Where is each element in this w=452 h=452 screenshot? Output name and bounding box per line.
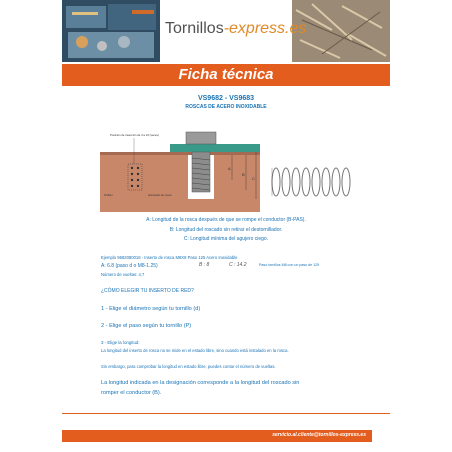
dim-c: C bbox=[252, 176, 255, 181]
coil-insert bbox=[272, 168, 350, 196]
label-top: Posición de inserción de 3 a 16 (veces) bbox=[110, 133, 159, 137]
footer-divider bbox=[62, 413, 390, 414]
dim-b: B bbox=[242, 172, 245, 177]
guide-step-2: 2 - Elige el paso según tu tornillo (P) bbox=[101, 323, 192, 329]
brand-accent: -express.es bbox=[223, 20, 307, 37]
guide-paragraph-3-cont: romper el conductor (B). bbox=[101, 390, 162, 396]
brand-logo bbox=[165, 20, 307, 42]
label-cut: Orificio bbox=[104, 193, 113, 197]
example-turns: Número de vueltas: 4,7 bbox=[101, 272, 145, 277]
label-remove: eliminado de rosca bbox=[148, 193, 172, 197]
guide-step-1: 1 - Elige el diámetro según tu tornillo (d) bbox=[101, 306, 201, 312]
wood-block bbox=[100, 152, 260, 212]
banner-title: Ficha técnica bbox=[178, 66, 274, 83]
product-subtitle: ROSCAS DE ACERO INOXIDABLE bbox=[185, 104, 267, 110]
insert-diagram bbox=[100, 124, 360, 214]
guide-step-3: 3 - Elige la longitud: bbox=[101, 340, 140, 345]
guide-question: ¿CÓMO ELEGIR TU INSERTO DE RED? bbox=[101, 288, 194, 294]
dim-a: A bbox=[228, 166, 231, 171]
example-b-value: B : 8 bbox=[199, 262, 210, 268]
definition-b: B: Longitud del roscado sin retirar el destornillador. bbox=[169, 227, 283, 233]
title-banner bbox=[62, 64, 390, 86]
guide-paragraph-3: La longitud indicada en la designación corresponde a la longitud del roscado sin bbox=[101, 380, 300, 386]
header-photo-screws bbox=[292, 0, 390, 62]
brand-main: Tornillos bbox=[165, 20, 224, 37]
footer-email[interactable]: servicio.al.cliente@tornillos-express.es bbox=[272, 432, 366, 438]
guide-paragraph-1: La longitud del inserto de rosca no se mide en el estado libre, sino cuando está instalado en la rosca. bbox=[101, 348, 289, 353]
footer-bar bbox=[62, 430, 372, 442]
example-note: Paso tornillos M8 con un paso de 125 bbox=[259, 263, 320, 267]
header-photo-tools bbox=[62, 0, 160, 62]
top-plate bbox=[170, 144, 236, 152]
example-title: Ejemplo 9682080018 - Inserto de rosca M8X8 Paso 125 Acero Inoxidable bbox=[101, 255, 238, 260]
definition-c: C: Longitud mínima del agujero ciego. bbox=[183, 236, 269, 242]
example-a-value: A: 6.8 (paso d o M8-1.25) bbox=[101, 263, 158, 269]
example-c-value: C : 14.2 bbox=[229, 262, 247, 268]
guide-paragraph-2: Sin embargo, para comprobar la longitud en estado libre, puedes contar el número de vueltas. bbox=[101, 364, 276, 369]
product-model: VS9682 - VS9683 bbox=[197, 95, 255, 102]
bolt-head bbox=[186, 132, 216, 144]
definition-a: A: Longitud de la rosca después de que se rompe el conductor (B-PAS). bbox=[146, 217, 306, 223]
